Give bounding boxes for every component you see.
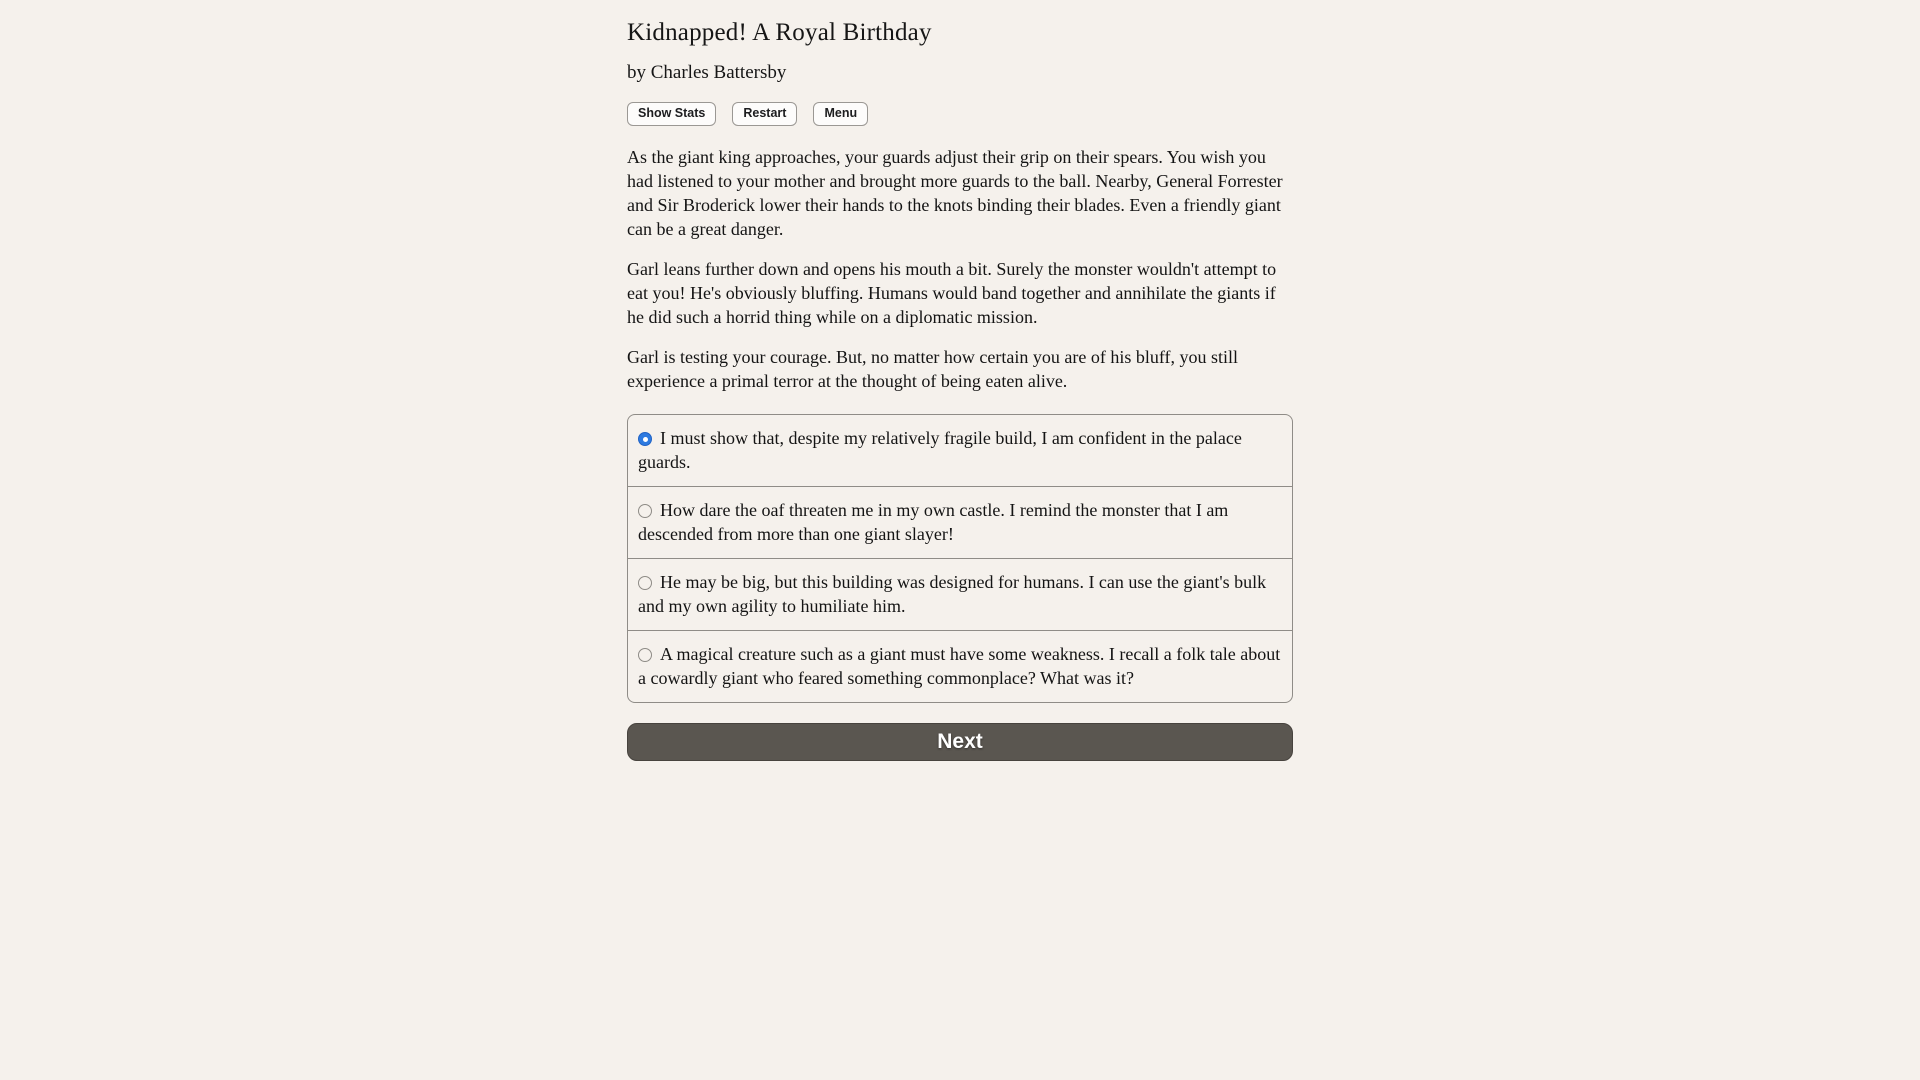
choice-option-2[interactable] <box>628 559 1292 631</box>
story-paragraph: Garl leans further down and opens his mouth a bit. Surely the monster wouldn't attempt to eat you! He's obviously bluffing. Humans would band together and annihilate the giants if he did such a horrid thing while on a diplomatic mission. <box>627 258 1277 327</box>
menu-button[interactable]: Menu <box>813 102 868 126</box>
choice-label: A magical creature such as a giant must have some weakness. I recall a folk tale about a cowardly giant who feared something commonplace? What was it? <box>638 643 1281 688</box>
choice-label: I must show that, despite my relatively fragile build, I am confident in the palace guards. <box>638 427 1242 472</box>
choice-option-1[interactable] <box>628 487 1292 559</box>
story-text <box>627 145 1293 393</box>
author-byline: by Charles Battersby <box>627 62 787 83</box>
choice-radio-3[interactable] <box>638 648 652 662</box>
choice-label: He may be big, but this building was designed for humans. I can use the giant's bulk and my own agility to humiliate him. <box>638 571 1267 616</box>
choice-option-0[interactable] <box>628 415 1292 487</box>
choice-label: How dare the oaf threaten me in my own castle. I remind the monster that I am descended from more than one giant slayer! <box>638 499 1229 544</box>
choice-option-3[interactable] <box>628 631 1292 702</box>
restart-button[interactable]: Restart <box>732 102 797 126</box>
game-page <box>627 0 1293 761</box>
story-paragraph: Garl is testing your courage. But, no matter how certain you are of his bluff, you still experience a primal terror at the thought of being eaten alive. <box>627 346 1239 391</box>
show-stats-button[interactable]: Show Stats <box>627 102 716 126</box>
story-paragraph: As the giant king approaches, your guards adjust their grip on their spears. You wish you had listened to your mother and brought more guards to the ball. Nearby, General Forrester and Sir Broderick lower their hands to the knots binding their blades. Even a friendly giant can be a great danger. <box>627 146 1283 239</box>
next-button[interactable]: Next <box>627 723 1293 761</box>
choice-radio-1[interactable] <box>638 504 652 518</box>
choice-radio-0[interactable] <box>638 432 652 446</box>
toolbar <box>627 102 1293 126</box>
page-title: Kidnapped! A Royal Birthday <box>627 19 932 46</box>
choice-group <box>627 414 1293 703</box>
choice-radio-2[interactable] <box>638 576 652 590</box>
